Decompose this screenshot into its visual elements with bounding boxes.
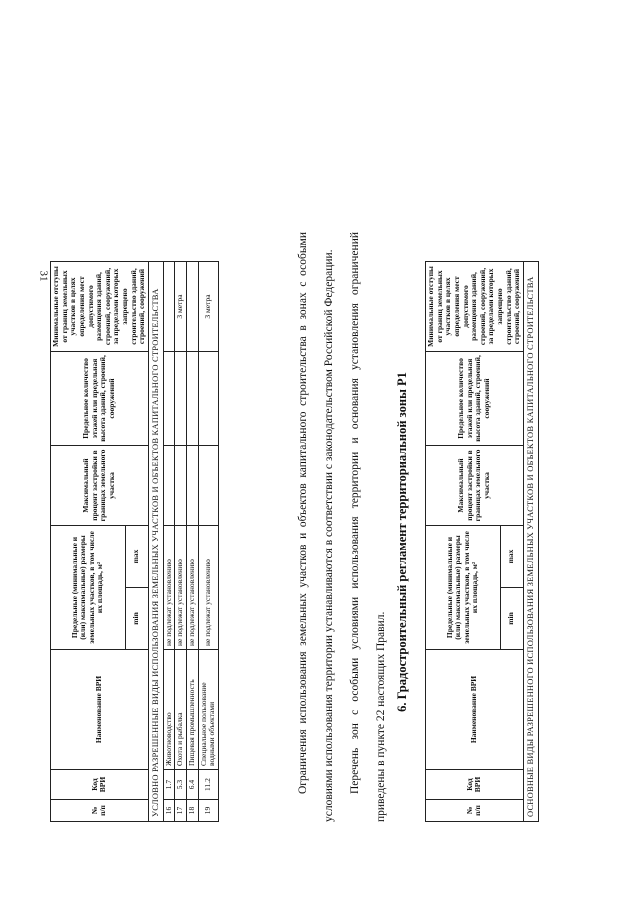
cell-name: Охота и рыбалка [175, 650, 187, 770]
cell-num: 18 [186, 800, 198, 822]
cell-setback [186, 261, 198, 351]
header-setback: Минимальные отступы от границ земельных участков в целях определения мест допустимого размещения зданий, строений, сооружений, за пределами которых запрещено строительство зданий, строений, сооружений [51, 261, 149, 351]
regulation-table-conditional [50, 261, 219, 822]
cell-floors [175, 351, 187, 445]
restrictions-paragraph [290, 232, 394, 822]
table-row [186, 261, 198, 821]
cell-code: 5.3 [175, 770, 187, 800]
cell-setback [163, 261, 175, 351]
cell-floors [163, 351, 175, 445]
header-code: Код ВРИ [51, 770, 149, 800]
cell-name: Специальное пользование водными объектами [198, 650, 218, 770]
rotated-content [37, 42, 600, 862]
cell-code: 6.4 [186, 770, 198, 800]
header-code: Код ВРИ [426, 770, 524, 800]
cell-setback: 3 метра [198, 261, 218, 351]
cell-percent [163, 445, 175, 525]
cell-code: 1.7 [163, 770, 175, 800]
header-min: min [500, 588, 523, 650]
cell-num: 19 [198, 800, 218, 822]
cell-percent [198, 445, 218, 525]
page-number: 31 [37, 270, 50, 282]
header-floors: Предельное количество этажей или предельная высота зданий, строений, сооружений [426, 351, 524, 445]
paragraph-text-1: Ограничения использования земельных участков и объектов капитального строительства в зонах с особыми условиями использования территории устанавливаются в соответствии с законодательством Российской Федерации. [297, 232, 335, 822]
header-percent: Максимальный процент застройки в границах земельного участка [426, 445, 524, 525]
cell-area: не подлежат установлению [198, 525, 218, 649]
header-num: № п/п [426, 800, 524, 822]
header-num: № п/п [51, 800, 149, 822]
header-max: max [125, 525, 148, 587]
paragraph-text-2: Перечень зон с особыми условиями использования территории и основания установления ограничений приведены в пункте 22 настоящих Правил. [349, 232, 387, 822]
header-max: max [500, 525, 523, 587]
header-name: Наименование ВРИ [51, 650, 149, 770]
table-row [198, 261, 218, 821]
cell-name: Пищевая промышленность [186, 650, 198, 770]
header-floors: Предельное количество этажей или предельная высота зданий, строений, сооружений [51, 351, 149, 445]
cell-code: 11.2 [198, 770, 218, 800]
cell-floors [186, 351, 198, 445]
header-name: Наименование ВРИ [426, 650, 524, 770]
cell-num: 17 [175, 800, 187, 822]
table-row [175, 261, 187, 821]
cell-num: 16 [163, 800, 175, 822]
cell-area: не подлежат установлению [186, 525, 198, 649]
header-percent: Максимальный процент застройки в границах земельного участка [51, 445, 149, 525]
header-area: Предельные (минимальные и (или) максимальные) размеры земельных участков, в том числе их площадь, м² [51, 525, 126, 649]
cell-setback: 3 метра [175, 261, 187, 351]
section-title: УСЛОВНО РАЗРЕШЕННЫЕ ВИДЫ ИСПОЛЬЗОВАНИЯ ЗЕМЕЛЬНЫХ УЧАСТКОВ И ОБЪЕКТОВ КАПИТАЛЬНОГО СТРОИТЕЛЬСТВА [148, 261, 163, 821]
regulation-table-p1 [425, 261, 539, 822]
section-title: ОСНОВНЫЕ ВИДЫ РАЗРЕШЕННОГО ИСПОЛЬЗОВАНИЯ ЗЕМЕЛЬНЫХ УЧАСТКОВ И ОБЪЕКТОВ КАПИТАЛЬНОГО СТРОИТЕЛЬСТВА [523, 261, 538, 821]
header-min: min [125, 588, 148, 650]
cell-floors [198, 351, 218, 445]
cell-percent [186, 445, 198, 525]
table-row [163, 261, 175, 821]
cell-area: не подлежат установлению [163, 525, 175, 649]
header-setback: Минимальные отступы от границ земельных участков в целях определения мест допустимого размещения зданий, строений, сооружений, за пределами которых запрещено строительство зданий, строений, сооружений [426, 261, 524, 351]
section-heading: 6. Градостроительный регламент территориальной зоны Р1 [395, 372, 409, 712]
cell-percent [175, 445, 187, 525]
header-area: Предельные (минимальные и (или) максимальные) размеры земельных участков, в том числе их площадь, м² [426, 525, 501, 649]
cell-name: Животноводство [163, 650, 175, 770]
cell-area: не подлежат установлению [175, 525, 187, 649]
